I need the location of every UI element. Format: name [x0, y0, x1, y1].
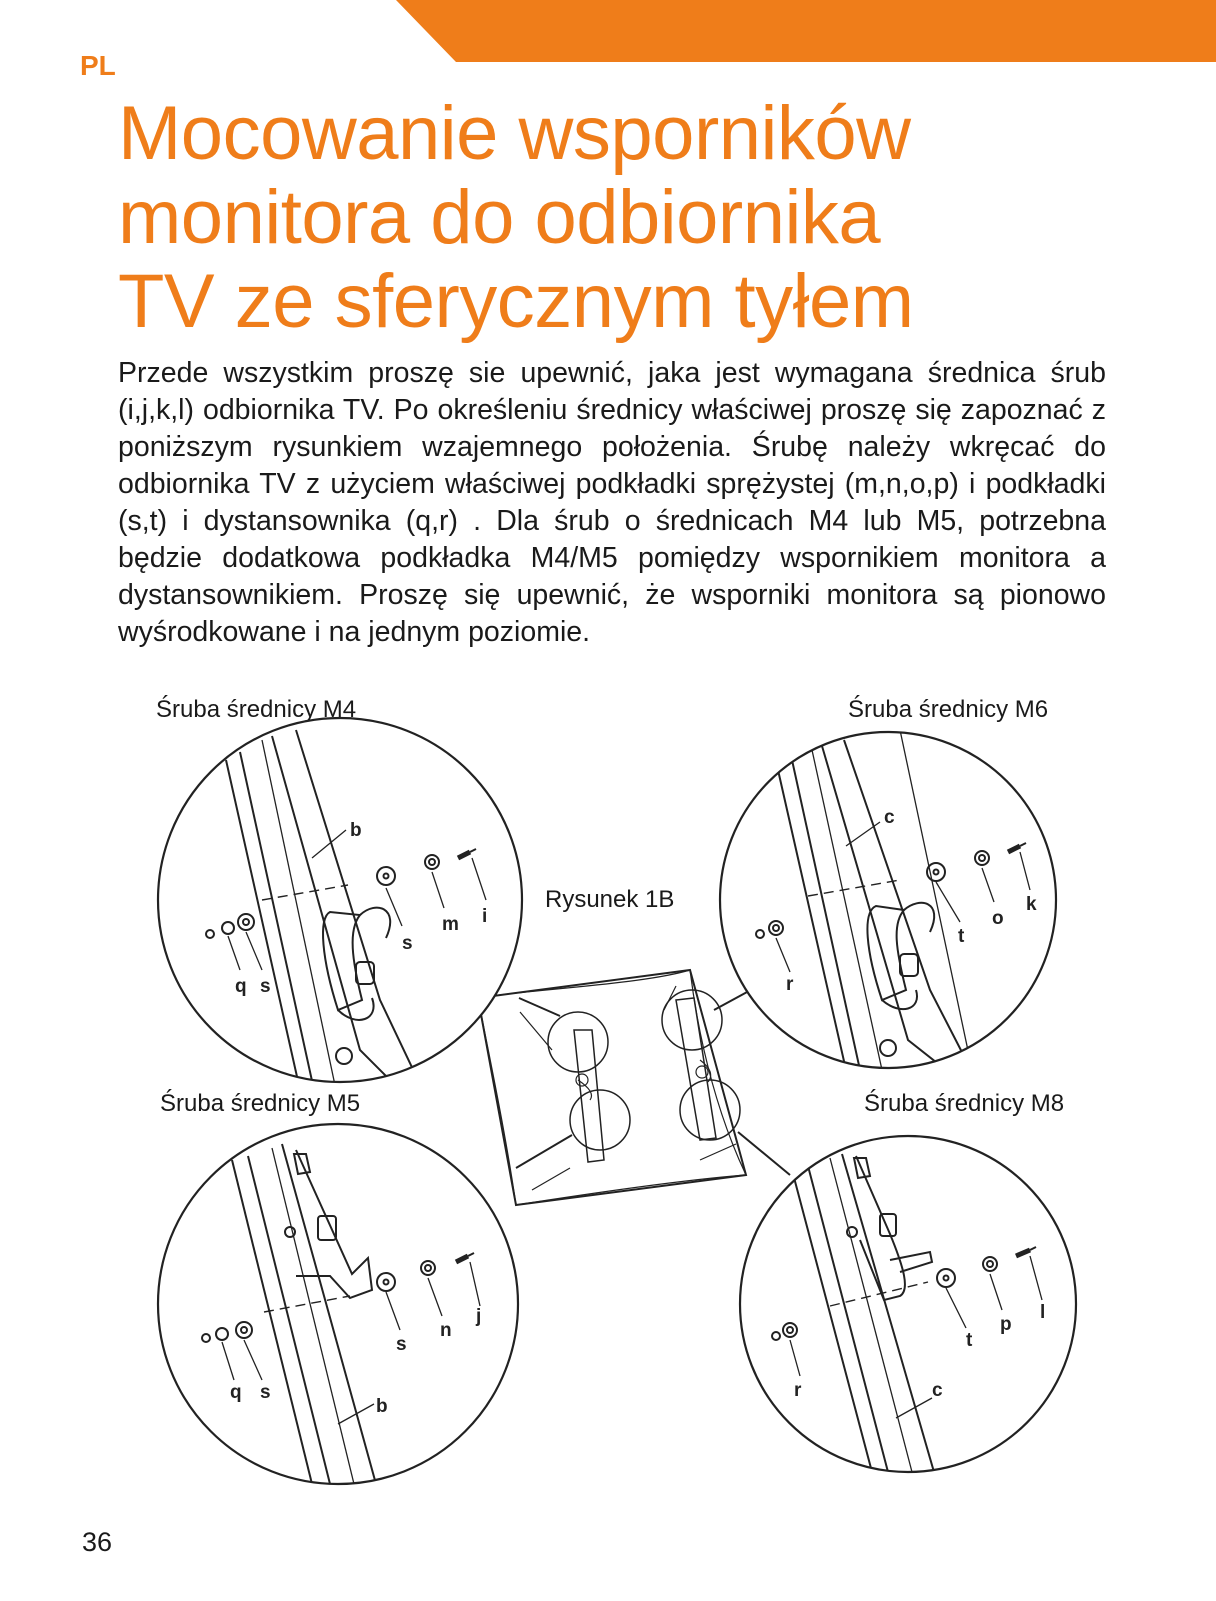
caption-m8: Śruba średnicy M8	[864, 1090, 1065, 1117]
label-s: s	[396, 1334, 407, 1355]
title-line-1: Mocowanie wsporników	[118, 91, 911, 176]
label-q: q	[235, 976, 247, 997]
label-c: c	[932, 1380, 943, 1401]
detail-m6	[720, 730, 1056, 1070]
title-line-2: monitora do odbiornika	[118, 175, 881, 260]
label-m: m	[442, 914, 459, 935]
detail-m8	[740, 1136, 1076, 1472]
label-o: o	[992, 908, 1004, 929]
label-i: i	[482, 906, 488, 927]
title-line-3: TV ze sferycznym tyłem	[118, 259, 914, 344]
label-n: n	[440, 1320, 452, 1341]
label-k: k	[1026, 894, 1037, 915]
label-t: t	[966, 1330, 973, 1351]
language-label: PL	[80, 50, 116, 81]
label-j: j	[476, 1306, 482, 1327]
label-q: q	[230, 1382, 242, 1403]
tv-back-illustration	[478, 970, 746, 1205]
leader-line-m4	[519, 998, 560, 1016]
label-s: s	[402, 933, 413, 954]
label-b: b	[376, 1396, 388, 1417]
instruction-paragraph: Przede wszystkim proszę sie upewnić, jaka jest wymagana średnica śrub (i,j,k,l) odbiornika TV. Po określeniu średnicy właściwej proszę się zapoznać z poniższym rysunkiem wzajemnego położenia. Śrubę należy wkręcać do odbiornika TV z użyciem właściwej podkładki sprężystej (m,n,o,p) i podkładki (s,t) i dystansownika (q,r) . Dla śrub o średnicach M4 lub M5, potrzebna będzie dodatkowa podkładka M4/M5 pomiędzy wspornikiem monitora a dystansownikiem. Proszę się upewnić, że wsporniki monitora są pionowo wyśrodkowane i na jednym poziomie.	[118, 357, 1106, 648]
label-t: t	[958, 926, 965, 947]
label-s-washer: s	[260, 976, 271, 997]
leader-line-m8	[738, 1132, 790, 1175]
detail-m4	[158, 718, 522, 1090]
caption-m5: Śruba średnicy M5	[160, 1090, 361, 1117]
leader-line-m5	[516, 1135, 572, 1168]
label-p: p	[1000, 1314, 1012, 1335]
label-s-washer: s	[260, 1382, 271, 1403]
caption-m4: Śruba średnicy M4	[156, 696, 357, 723]
label-b: b	[350, 820, 362, 841]
label-c: c	[884, 807, 895, 828]
detail-m5	[158, 1124, 518, 1484]
label-r: r	[786, 974, 794, 995]
label-r: r	[794, 1380, 802, 1401]
caption-m6: Śruba średnicy M6	[848, 696, 1049, 723]
label-l: l	[1040, 1302, 1046, 1323]
figure-caption: Rysunek 1B	[545, 886, 675, 913]
page-number: 36	[82, 1527, 113, 1557]
